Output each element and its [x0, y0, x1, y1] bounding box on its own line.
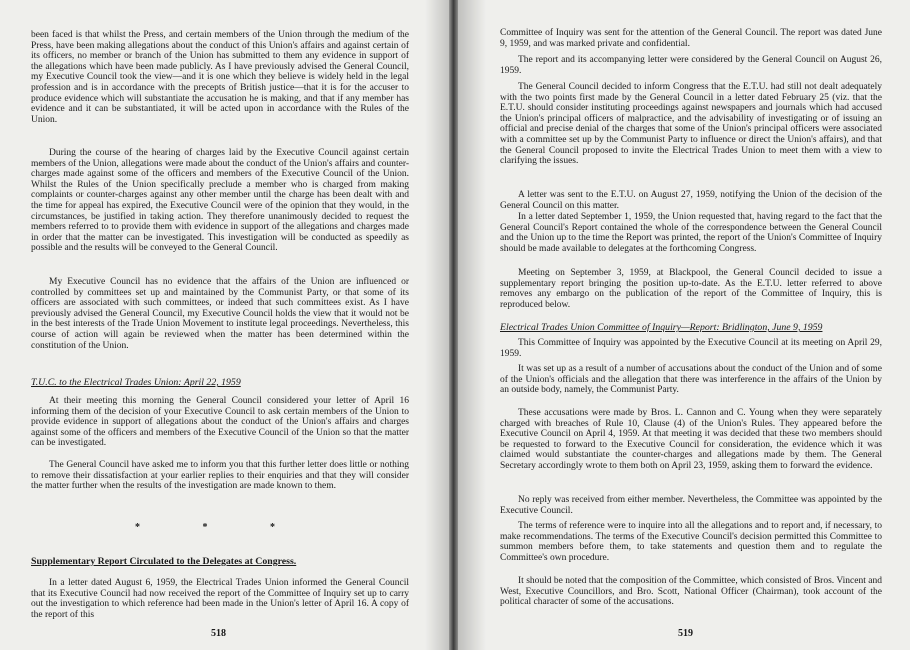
paragraph: A letter was sent to the E.T.U. on August 27, 1959, notifying the Union of the decision of the General Council on this matter.: [500, 190, 882, 211]
section-heading-tuc-letter: T.U.C. to the Electrical Trades Union: April 22, 1959: [31, 377, 241, 388]
page-number: 518: [211, 628, 226, 639]
paragraph: The General Council have asked me to inform you that this further letter does little or nothing to remove their dissatisfaction at your earlier replies to their enquiries and that they will consider the matter further when the results of the investigation are made known to them.: [31, 460, 409, 492]
paragraph: It should be noted that the composition of the Committee, which consisted of Bros. Vincent and West, Executive Councillors, and Bro. Scott, National Officer (Chairman), took account of the political character of some of the accusations.: [500, 576, 882, 608]
paragraph: been faced is that whilst the Press, and certain members of the Union through the medium of the Press, have been making allegations about the conduct of this Union's affairs and against certain of its officers, no member or branch of the Union has submitted to them any evidence in support of the allegations which have been made publicly. As I have previously advised the General Council, my Executive Council took the view—and it is one which they believe is widely held in the legal profession and is in accordance with the precepts of British justice—that it is for the accuser to produce evidence which will substantiate the accusation he is making, and that if any member has evidence and it can be substantiated, it will be acted upon in accordance with the Rules of the Union.: [31, 30, 409, 125]
section-heading-supplementary-report: Supplementary Report Circulated to the Delegates at Congress.: [31, 556, 297, 567]
paragraph: This Committee of Inquiry was appointed by the Executive Council at its meeting on April 29, 1959.: [500, 338, 882, 359]
left-page: [0, 0, 449, 650]
paragraph: These accusations were made by Bros. L. Cannon and C. Young when they were separately charged with breaches of Rule 10, Clause (4) of the Union's Rules. They appeared before the Executive Council on April 4, 1959. At that meeting it was decided that these two members should be requested to forward to the Executive Council for consideration, the evidence which it was claimed would substantiate the counter-charges and allegations made by them. The General Secretary accordingly wrote to them both on April 23, 1959, asking them to forward the evidence.: [500, 408, 882, 471]
paragraph: The terms of reference were to inquire into all the allegations and to report and, if necessary, to make recommendations. The terms of the Executive Council's decision permitted this Committee to summon members before them, to take statements and question them and to regulate the Committee's own procedure.: [500, 521, 882, 563]
paragraph: The General Council decided to inform Congress that the E.T.U. had still not dealt adequately with the two points first made by the General Council in a letter dated February 25 (viz. that the E.T.U. should consider instituting proceedings against newspapers and journals which had accused the Union's principal officers of malpractice, and the advisability of investigating or of issuing an official and precise denial of the charges that some of the Union's principal officers were associated with a committee set up by the Communist Party to influence or direct the Union's affairs), and that the General Council proposed to invite the Electrical Trades Union to meet them with a view to clarifying the issues.: [500, 82, 882, 167]
paragraph: No reply was received from either member. Nevertheless, the Committee was appointed by the Executive Council.: [500, 495, 882, 516]
paragraph: Committee of Inquiry was sent for the attention of the General Council. The report was dated June 9, 1959, and was marked private and confidential.: [500, 28, 882, 49]
paragraph: In a letter dated September 1, 1959, the Union requested that, having regard to the fact that the General Council's Report contained the whole of the correspondence between the General Council and the Union up to the time the Report was printed, the report of the Union's Committee of Inquiry should be made available to delegates at the forthcoming Congress.: [500, 212, 882, 254]
paragraph: My Executive Council has no evidence that the affairs of the Union are influenced or controlled by committees set up and maintained by the Communist Party, or that some of its officers are associated with such committees, or indeed that such committees exist. As I have previously advised the General Council, my Executive Council holds the view that it would not be in the best interests of the Trade Union Movement to institute legal proceedings. Nevertheless, this course of action will again be reviewed when the matter has been determined within the constitution of the Union.: [31, 277, 409, 351]
section-heading-committee-report: Electrical Trades Union Committee of Inquiry—Report: Bridlington, June 9, 1959: [500, 322, 823, 333]
paragraph: It was set up as a result of a number of accusations about the conduct of the Union and of some of the Union's officials and the allegation that there was interference in the affairs of the Union by an outside body, namely, the Communist Party.: [500, 364, 882, 396]
paragraph: During the course of the hearing of charges laid by the Executive Council against certain members of the Union, allegations were made about the conduct of the Union's affairs and counter-charges made against some of the officers and members of the Executive Council of the Union. Whilst the Rules of the Union specifically preclude a member who is charged from making complaints or counter-charges against any other member until the charge has been dealt with and the time for appeal has expired, the Executive Council were of the opinion that they would, in the circumstances, be justified in taking action. They therefore unanimously decided to request the members referred to to provide them with evidence in support of the allegations and charges made in order that the matter can be investigated. This investigation will be conducted as speedily as possible and the results will be conveyed to the General Council.: [31, 148, 409, 254]
right-page: [458, 0, 910, 650]
paragraph: At their meeting this morning the General Council considered your letter of April 16 informing them of the decision of your Executive Council to ask certain members of the Union to provide evidence in support of allegations about the conduct of the Union's affairs and charges against some of the officers and members of the Executive Council of the Union so that the matter can be investigated.: [31, 396, 409, 449]
page-number: 519: [678, 628, 693, 639]
paragraph: In a letter dated August 6, 1959, the Electrical Trades Union informed the General Council that its Executive Council had now received the report of the Committee of Inquiry set up to carry out the investigation to which reference had been made in the Union's letter of April 16. A copy of the report of this: [31, 578, 409, 620]
section-separator: * * *: [135, 522, 305, 533]
paragraph: Meeting on September 3, 1959, at Blackpool, the General Council decided to issue a supplementary report bringing the position up-to-date. As the E.T.U. letter referred to above removes any embargo on the publication of the report of the Committee of Inquiry, this is reproduced below.: [500, 268, 882, 310]
book-gutter: [449, 0, 458, 650]
paragraph: The report and its accompanying letter were considered by the General Council on August 26, 1959.: [500, 55, 882, 76]
